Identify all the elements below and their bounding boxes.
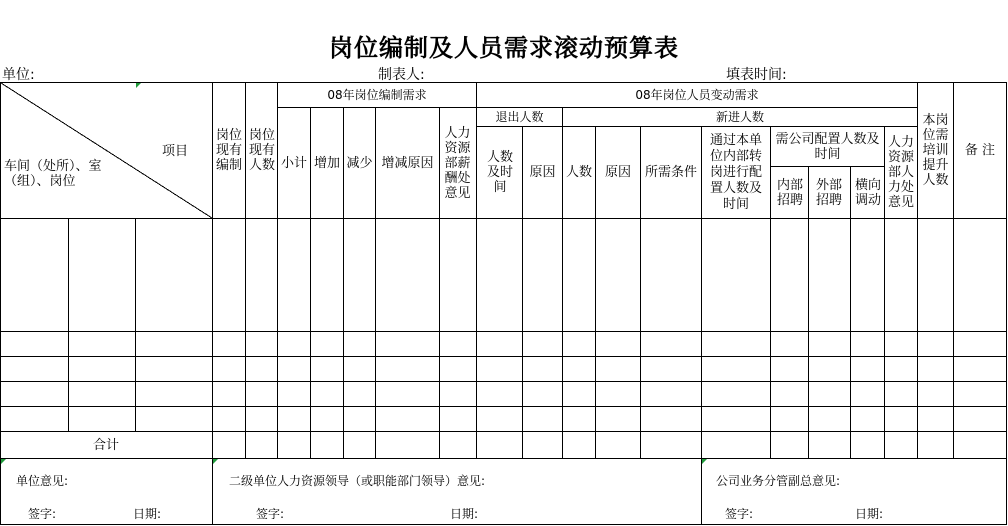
header-remarks: 备 注: [964, 143, 996, 158]
vp-opinion-label: 公司业务分管副总意见:: [716, 474, 841, 488]
header-hr-dept-opinion: 人力资源部人力处意见: [887, 135, 914, 210]
cell-marker: [136, 83, 141, 88]
header-training: 本岗位需培训提升人数: [922, 113, 949, 188]
header-lateral-transfer: 横向调动: [854, 177, 881, 208]
header-change-reason: 增减原因: [381, 155, 434, 171]
header-new-group: 新进人数: [715, 109, 764, 124]
total-label: 合计: [92, 437, 119, 453]
unit-opinion-label: 单位意见:: [16, 474, 69, 488]
level2-sign-label: 签字:: [256, 507, 285, 521]
vp-date-label: 日期:: [855, 507, 884, 521]
page-title: 岗位编制及人员需求滚动预算表: [329, 33, 679, 62]
unit-label: 单位:: [2, 67, 35, 83]
header-current-quota: 岗位现有编制: [215, 128, 242, 173]
header-quota-demand: 08年岗位编制需求: [327, 87, 427, 102]
header-staff-change: 08年岗位人员变动需求: [635, 87, 759, 102]
header-exit-group: 退出人数: [495, 109, 544, 124]
header-exit-reason: 原因: [529, 165, 556, 180]
header-internal-transfer: 通过本单位内部转岗进行配置人数及时间: [709, 132, 762, 212]
maker-label: 制表人:: [378, 67, 425, 83]
vp-sign-label: 签字:: [725, 507, 754, 521]
cell-marker: [1, 459, 6, 464]
header-requirements: 所需条件: [644, 165, 697, 180]
cell-marker: [702, 459, 707, 464]
header-increase: 增加: [313, 155, 340, 171]
header-row-desc: 车间（处所）、室（组）、岗位: [4, 159, 102, 189]
unit-sign-label: 签字:: [28, 507, 57, 521]
fill-time-label: 填表时间:: [726, 67, 787, 83]
header-hr-salary-opinion: 人力资源部薪酬处意见: [444, 125, 471, 201]
header-item: 项目: [161, 143, 188, 159]
header-internal-hire: 内部招聘: [776, 177, 803, 208]
cell-marker: [213, 459, 218, 464]
header-external-hire: 外部招聘: [815, 177, 842, 208]
level2-opinion-label: 二级单位人力资源领导（或职能部门领导）意见:: [229, 474, 486, 488]
header-new-count: 人数: [565, 165, 592, 180]
header-new-reason: 原因: [604, 165, 631, 180]
level2-date-label: 日期:: [450, 507, 479, 521]
header-company-alloc: 需公司配置人数及时间: [775, 131, 880, 162]
header-exit-count-time: 人数及时间: [486, 150, 513, 195]
unit-date-label: 日期:: [133, 507, 162, 521]
header-decrease: 减少: [346, 155, 373, 171]
header-subtotal: 小计: [280, 155, 307, 171]
header-current-staff: 岗位现有人数: [248, 128, 275, 173]
